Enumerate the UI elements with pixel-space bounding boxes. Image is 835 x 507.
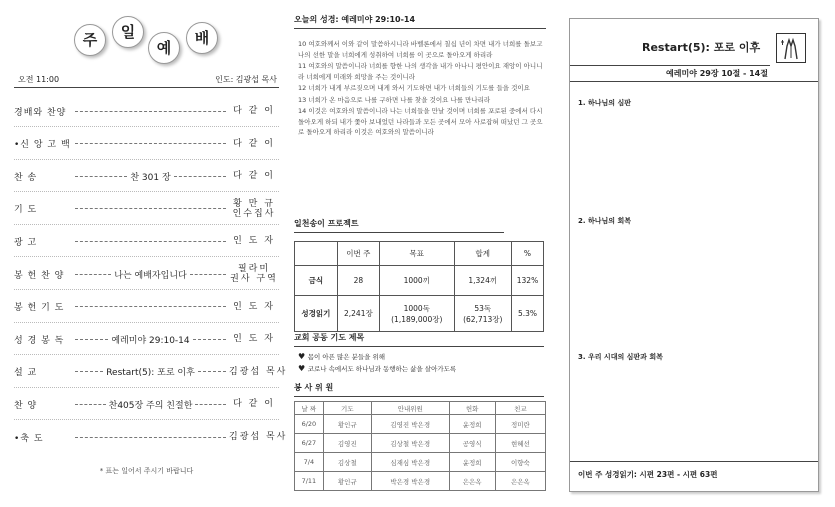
service-order-row xyxy=(14,200,279,218)
praying-hands-icon xyxy=(776,33,806,63)
order-item-label: 찬 송 xyxy=(14,172,38,183)
sermon-notes-panel xyxy=(569,18,819,492)
stats-cell: 132% xyxy=(511,266,543,296)
order-leader: 다 같 이 xyxy=(233,171,275,182)
verse: 13 너희가 온 마음으로 나를 구하면 나를 찾을 것이요 나를 만나리라 xyxy=(298,95,491,104)
stats-cell: 53독 (62,713장) xyxy=(454,296,511,332)
volunteer-cell: 황인규 xyxy=(323,415,371,434)
stats-cell: 5.3% xyxy=(511,296,543,332)
volunteer-cell: 김영진 xyxy=(323,434,371,453)
service-order-row xyxy=(14,363,288,381)
order-leader: 필라미 권사 구역 xyxy=(230,264,278,284)
volunteer-cell: 김상철 xyxy=(323,453,371,472)
order-detail xyxy=(72,241,229,242)
point-2: 2. 하나님의 회복 xyxy=(578,217,631,225)
volunteer-cell: 7/11 xyxy=(295,472,324,491)
title-char: 주 xyxy=(74,24,106,56)
sermon-subtitle: 예레미야 29장 10절 - 14절 xyxy=(666,69,768,78)
order-item-label: •축 도 xyxy=(14,433,44,444)
volunteer-header-cell: 날 짜 xyxy=(295,402,324,415)
volunteer-cell: 심재심 박은경 xyxy=(371,453,449,472)
order-leader: 다 같 이 xyxy=(233,399,275,410)
verse: 12 너희가 내게 부르짖으며 내게 와서 기도하면 내가 너희들의 기도를 들을 것이요 xyxy=(298,84,530,92)
service-order-row xyxy=(14,395,279,413)
order-detail xyxy=(72,437,229,438)
order-leader: 인 도 자 xyxy=(233,236,275,247)
stats-header-cell xyxy=(295,242,338,266)
volunteer-header-cell: 친교 xyxy=(495,402,545,415)
row-divider xyxy=(14,159,279,160)
title-char: 예 xyxy=(148,32,180,64)
row-divider xyxy=(14,289,279,290)
order-detail xyxy=(72,398,229,411)
stats-cell: 28 xyxy=(337,266,379,296)
order-detail xyxy=(72,111,229,112)
header-divider xyxy=(14,87,279,88)
service-order-row xyxy=(14,298,279,316)
worship-order-panel xyxy=(14,10,288,490)
volunteer-cell: 김상철 박은경 xyxy=(371,434,449,453)
stats-cell: 1,324끼 xyxy=(454,266,511,296)
point-1: 1. 하나님의 심판 xyxy=(578,99,631,107)
row-divider xyxy=(14,419,279,420)
verse: 10 여호와께서 이와 같이 말씀하시니라 바벨론에서 칠십 년이 차면 내가 너희를 돌보고 나의 선한 말을 너희에게 성취하여 너희를 이 곳으로 돌아오게 하리라 xyxy=(298,40,543,59)
order-detail-text: 예레미야 29:10-14 xyxy=(111,335,190,346)
stats-header-row xyxy=(295,242,544,266)
volunteer-title: 봉 사 위 원 xyxy=(294,382,544,397)
order-detail-text: 찬405장 주의 친절한 xyxy=(108,400,193,411)
volunteer-cell: 김영진 박은경 xyxy=(371,415,449,434)
order-leader: 김광섭 목사 xyxy=(229,366,288,377)
order-detail-text: 찬 301 장 xyxy=(130,172,171,183)
sermon-title: Restart(5): 포로 이후 xyxy=(642,41,761,54)
service-time: 오전 11:00 xyxy=(18,75,60,84)
volunteer-cell: 윤정희 xyxy=(449,415,495,434)
stats-cell: 1000독 (1,189,000장) xyxy=(380,296,454,332)
order-detail-text: 나는 예배자입니다 xyxy=(114,270,187,281)
order-item-label: 찬 양 xyxy=(14,400,38,411)
service-order-row xyxy=(14,232,279,250)
project-stats-table xyxy=(294,241,544,332)
volunteer-header-row xyxy=(295,402,546,415)
order-leader: 인 도 자 xyxy=(233,301,275,312)
order-item-label: 광 고 xyxy=(14,237,38,248)
project-title: 일천송이 프로젝트 xyxy=(294,218,504,233)
heart-icon: ♥ xyxy=(298,352,308,361)
order-item-label: 경배와 찬양 xyxy=(14,107,67,118)
scripture-panel xyxy=(294,14,546,486)
stats-header-cell: 목표 xyxy=(380,242,454,266)
heart-icon: ♥ xyxy=(298,364,308,373)
service-order-row xyxy=(14,330,279,348)
service-order-row xyxy=(14,102,279,120)
row-divider xyxy=(14,387,279,388)
order-item-label: 기 도 xyxy=(14,205,38,216)
stats-cell: 1000끼 xyxy=(380,266,454,296)
order-leader: 다 같 이 xyxy=(233,106,275,116)
preacher-label: 인도: 김광섭 목사 xyxy=(215,75,277,84)
prayer-text: 코로나 속에서도 하나님과 동행하는 삶을 살아가도록 xyxy=(307,365,457,373)
order-item-label: 성 경 봉 독 xyxy=(14,335,65,346)
order-item-label: 설 교 xyxy=(14,368,38,379)
order-leader: 김광섭 목사 xyxy=(229,432,288,442)
title-char: 일 xyxy=(112,16,144,48)
volunteer-cell: 7/4 xyxy=(295,453,324,472)
order-leader: 다 같 이 xyxy=(233,138,275,149)
row-divider xyxy=(14,256,279,257)
order-item-label: 봉 헌 찬 양 xyxy=(14,270,65,281)
order-detail xyxy=(72,143,229,144)
row-divider xyxy=(14,191,279,192)
subtitle-divider xyxy=(570,81,818,82)
order-detail-text: Restart(5): 포로 이후 xyxy=(106,368,195,379)
order-detail xyxy=(72,365,229,378)
stats-cell: 금식 xyxy=(295,266,338,296)
service-order-row xyxy=(14,428,288,446)
stats-row xyxy=(295,296,544,332)
volunteer-cell: 이향숙 xyxy=(495,453,545,472)
row-divider xyxy=(14,126,279,127)
volunteer-header-cell: 헌화 xyxy=(449,402,495,415)
volunteer-table xyxy=(294,401,546,491)
prayer-item xyxy=(298,351,544,363)
service-order-row xyxy=(14,167,279,185)
stats-header-cell: 합계 xyxy=(454,242,511,266)
prayer-title: 교회 공동 기도 제목 xyxy=(294,332,544,347)
volunteer-cell: 현혜선 xyxy=(495,434,545,453)
volunteer-header-cell: 기도 xyxy=(323,402,371,415)
volunteer-row xyxy=(295,453,546,472)
service-order-row xyxy=(14,135,279,153)
stats-cell: 2,241장 xyxy=(337,296,379,332)
weekly-reading: 이번 주 성경읽기: 시편 23편 - 시편 63편 xyxy=(578,470,718,479)
title-divider xyxy=(570,65,770,66)
volunteer-row xyxy=(295,415,546,434)
prayer-text: 몸이 아픈 많은 분들을 위해 xyxy=(307,353,386,361)
volunteer-row xyxy=(295,434,546,453)
verse: 14 이것은 여호와의 말씀이니라 나는 너희들을 만날 것이며 너희를 포로된 중에서 다시 돌아오게 하되 내가 쫓아 보내었던 나라들과 모든 곳에서 모아 사로잡혀 떠났던 그 곳으로 돌아오게 하리라 이것은 여호와의 말씀이니라 xyxy=(298,107,543,136)
prayer-list xyxy=(298,351,544,375)
order-detail xyxy=(72,208,229,209)
prayer-item xyxy=(298,363,544,375)
order-item-label: •신 앙 고 백 xyxy=(14,140,71,151)
stats-cell: 성경읽기 xyxy=(295,296,338,332)
order-detail xyxy=(72,306,229,307)
order-detail xyxy=(72,170,229,183)
volunteer-cell: 은은옥 xyxy=(449,472,495,491)
volunteer-header-cell: 안내위원 xyxy=(371,402,449,415)
order-detail xyxy=(72,268,229,281)
stats-header-cell: % xyxy=(511,242,543,266)
standing-footnote: * 표는 일어서 주시기 바랍니다 xyxy=(99,467,194,475)
volunteer-cell: 6/20 xyxy=(295,415,324,434)
volunteer-cell: 공영식 xyxy=(449,434,495,453)
order-item-label: 봉 헌 기 도 xyxy=(14,303,65,314)
order-leader: 인 도 자 xyxy=(233,334,275,345)
order-detail xyxy=(72,333,229,346)
stats-header-cell: 이번 주 xyxy=(337,242,379,266)
scripture-title: 오늘의 성경: 예레미야 29:10-14 xyxy=(294,14,546,29)
service-order-row xyxy=(14,265,279,283)
footer-divider xyxy=(570,461,818,462)
row-divider xyxy=(14,322,279,323)
verse: 11 여호와의 말씀이니라 너희를 향한 나의 생각을 내가 아나니 평안이요 재앙이 아니니라 너희에게 미래와 희망을 주는 것이니라 xyxy=(298,62,543,81)
volunteer-cell: 정미란 xyxy=(495,415,545,434)
volunteer-row xyxy=(295,472,546,491)
row-divider xyxy=(14,354,279,355)
volunteer-cell: 6/27 xyxy=(295,434,324,453)
point-3: 3. 우리 시대의 심판과 회복 xyxy=(578,353,663,361)
volunteer-cell: 은은옥 xyxy=(495,472,545,491)
stats-row xyxy=(295,266,544,296)
title-char: 배 xyxy=(186,22,218,54)
verse-list xyxy=(294,39,546,138)
volunteer-cell: 박은경 박은경 xyxy=(371,472,449,491)
order-leader: 황 만 규 인수집사 xyxy=(232,198,276,219)
volunteer-cell: 황인규 xyxy=(323,472,371,491)
volunteer-cell: 윤정희 xyxy=(449,453,495,472)
row-divider xyxy=(14,224,279,225)
